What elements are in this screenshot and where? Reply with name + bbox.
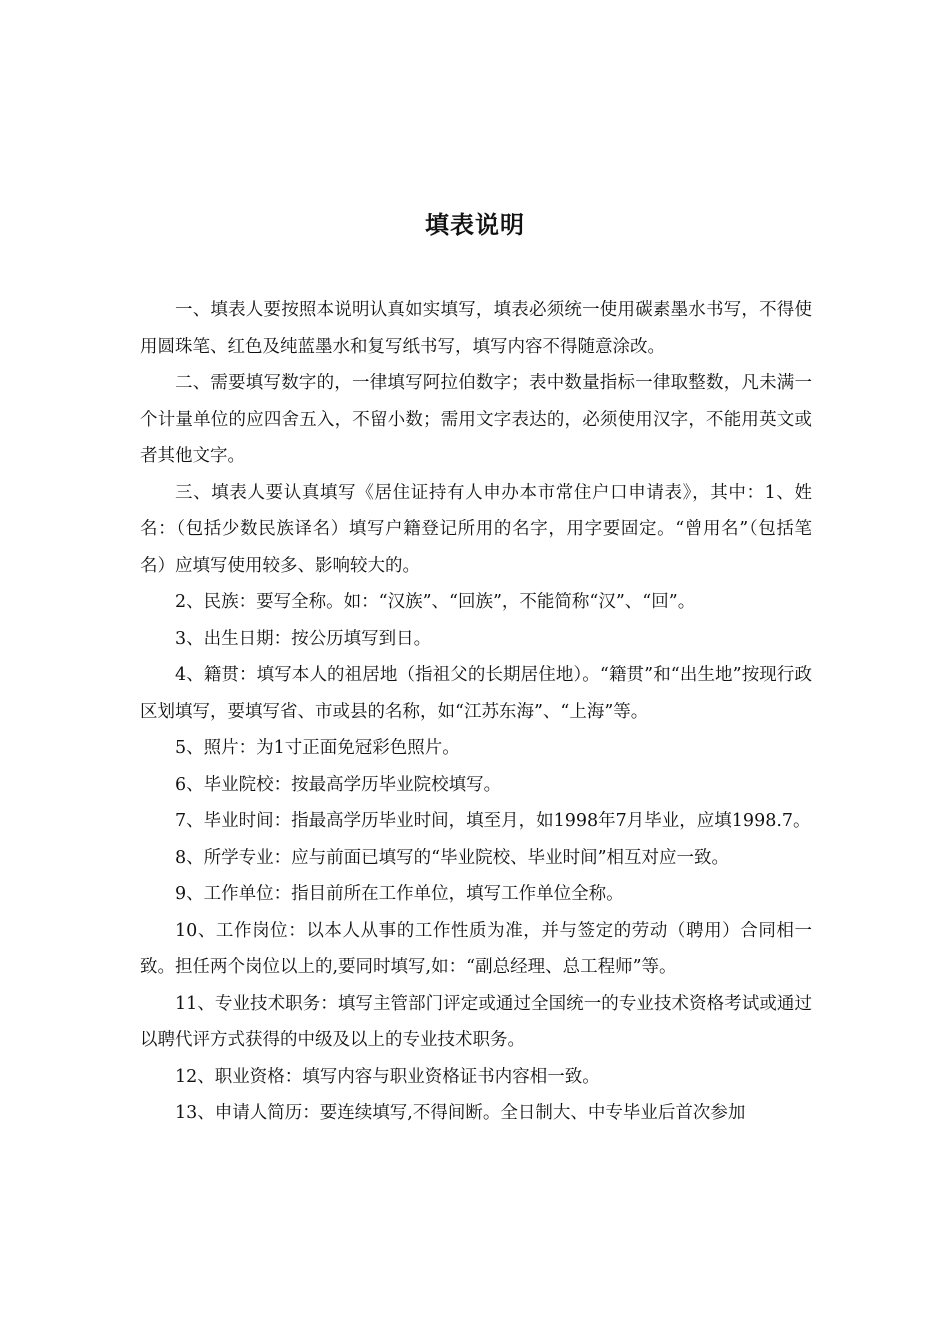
paragraph-item-5: 5、照片：为1寸正面免冠彩色照片。 — [175, 738, 460, 758]
paragraph-1: 一、填表人要按照本说明认真如实填写，填表必须统一使用碳素墨水书写，不得使用圆珠笔、红色及纯蓝墨水和复写纸书写，填写内容不得随意涂改。 — [140, 300, 812, 357]
paragraph-3: 三、填表人要认真填写《居住证持有人申办本市常住户口申请表》，其中：1、姓名：（包括少数民族译名）填写户籍登记所用的名字，用字要固定。“曾用名”（包括笔名）应填写使用较多、影响较大的。 — [140, 482, 812, 576]
paragraph-item-7: 7、毕业时间：指最高学历毕业时间，填至月，如1998年7月毕业，应填1998.7。 — [175, 811, 811, 831]
paragraph-item-11: 11、专业技术职务：填写主管部门评定或通过全国统一的专业技术资格考试或通过以聘代评方式获得的中级及以上的专业技术职务。 — [140, 993, 812, 1050]
paragraph-item-13: 13、申请人简历：要连续填写,不得间断。全日制大、中专毕业后首次参加 — [175, 1103, 746, 1123]
paragraph-item-3: 3、出生日期：按公历填写到日。 — [175, 628, 432, 649]
paragraph-item-8: 8、所学专业：应与前面已填写的“毕业院校、毕业时间”相互对应一致。 — [175, 847, 730, 868]
paragraph-item-4: 4、籍贯：填写本人的祖居地（指祖父的长期居住地）。“籍贯”和“出生地”按现行政区划填写，要填写省、市或县的名称，如“江苏东海”、“上海”等。 — [140, 665, 812, 722]
paragraph-item-10: 10、工作岗位：以本人从事的工作性质为准，并与签定的劳动（聘用）合同相一致。担任两个岗位以上的,要同时填写,如：“副总经理、总工程师”等。 — [140, 920, 812, 977]
paragraph-item-2: 2、民族：要写全称。如：“汉族”、“回族”，不能简称“汉”、“回”。 — [175, 592, 696, 612]
paragraph-item-12: 12、职业资格：填写内容与职业资格证书内容相一致。 — [175, 1066, 600, 1087]
instructions-body — [140, 292, 812, 1132]
paragraph-2: 二、需要填写数字的，一律填写阿拉伯数字；表中数量指标一律取整数，凡未满一个计量单位的应四舍五入，不留小数；需用文字表达的，必须使用汉字，不能用英文或者其他文字。 — [140, 373, 812, 466]
paragraph-item-6: 6、毕业院校：按最高学历毕业院校填写。 — [175, 774, 502, 795]
page-title: 填表说明 — [425, 211, 525, 239]
paragraph-item-9: 9、工作单位：指目前所在工作单位，填写工作单位全称。 — [175, 884, 624, 904]
